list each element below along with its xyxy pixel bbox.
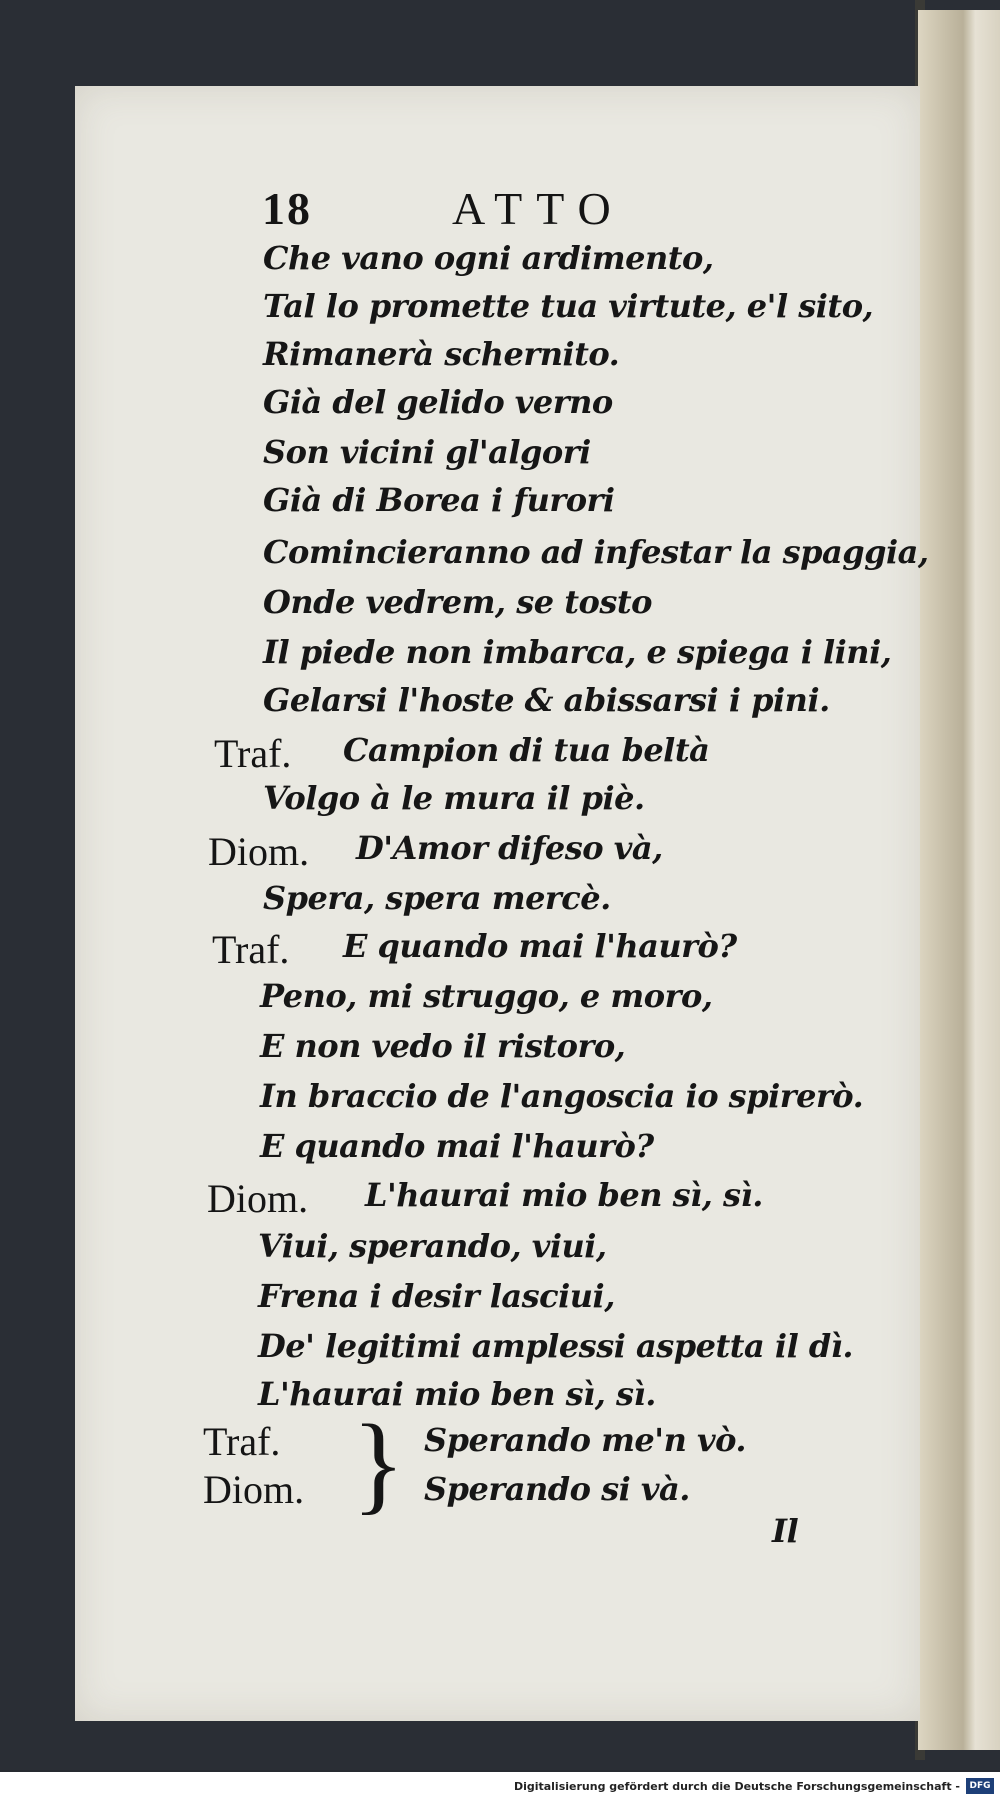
verse-line: Che vano ogni ardimento, bbox=[263, 239, 714, 277]
verse-line: Rimanerà schernito. bbox=[263, 335, 620, 373]
verse-line: Già del gelido verno bbox=[263, 383, 613, 421]
verse-line: Il piede non imbarca, e spiega i lini, bbox=[263, 633, 892, 671]
verse-line: E quando mai l'haurò? bbox=[343, 927, 737, 965]
verse-line: Onde vedrem, se tosto bbox=[263, 583, 652, 621]
verse-line: Son vicini gl'algori bbox=[263, 433, 591, 471]
page-number: 18 bbox=[262, 183, 312, 234]
verse-line: D'Amor difeso và, bbox=[356, 829, 663, 867]
catchword: Il bbox=[772, 1512, 799, 1550]
verse-line: Sperando si và. bbox=[424, 1470, 690, 1508]
verse-line: Frena i desir lasciui, bbox=[258, 1277, 615, 1315]
verse-line: De' legitimi amplessi aspetta il dì. bbox=[258, 1327, 854, 1365]
verse-line: Gelarsi l'hoste & abissarsi i pini. bbox=[263, 681, 830, 719]
verse-line: Tal lo promette tua virtute, e'l sito, bbox=[263, 287, 874, 325]
brace-glyph: } bbox=[352, 1402, 405, 1524]
dfg-logo: DFG bbox=[966, 1778, 994, 1794]
verse-line: Peno, mi struggo, e moro, bbox=[260, 977, 713, 1015]
speaker-label: Traf. bbox=[212, 927, 290, 972]
verse-line: Già di Borea i furori bbox=[263, 481, 615, 519]
running-header bbox=[262, 182, 625, 235]
verse-line: Viui, sperando, viui, bbox=[258, 1227, 607, 1265]
speaker-label: Traf. bbox=[203, 1419, 281, 1464]
header-title: ATTO bbox=[452, 183, 625, 234]
verse-line: Campion di tua beltà bbox=[343, 731, 710, 769]
verse-line: L'haurai mio ben sì, sì. bbox=[258, 1375, 656, 1413]
speaker-label: Diom. bbox=[207, 1176, 309, 1221]
verse-line: E quando mai l'haurò? bbox=[260, 1127, 654, 1165]
verse-line: Sperando me'n vò. bbox=[424, 1421, 746, 1459]
verse-line: E non vedo il ristoro, bbox=[260, 1027, 626, 1065]
verse-line: L'haurai mio ben sì, sì. bbox=[365, 1176, 763, 1214]
speaker-label: Traf. bbox=[214, 731, 292, 776]
page-edges bbox=[918, 10, 1000, 1750]
verse-line: Comincieranno ad infestar la spaggia, bbox=[263, 533, 929, 571]
credit-text: Digitalisierung gefördert durch die Deutsche Forschungsgemeinschaft - bbox=[513, 1780, 960, 1793]
verse-line: In braccio de l'angoscia io spirerò. bbox=[260, 1077, 864, 1115]
credit-footer bbox=[0, 1772, 1000, 1803]
verse-line: Volgo à le mura il piè. bbox=[263, 779, 645, 817]
speaker-label: Diom. bbox=[203, 1467, 305, 1512]
speaker-label: Diom. bbox=[208, 829, 310, 874]
verse-line: Spera, spera mercè. bbox=[263, 879, 611, 917]
